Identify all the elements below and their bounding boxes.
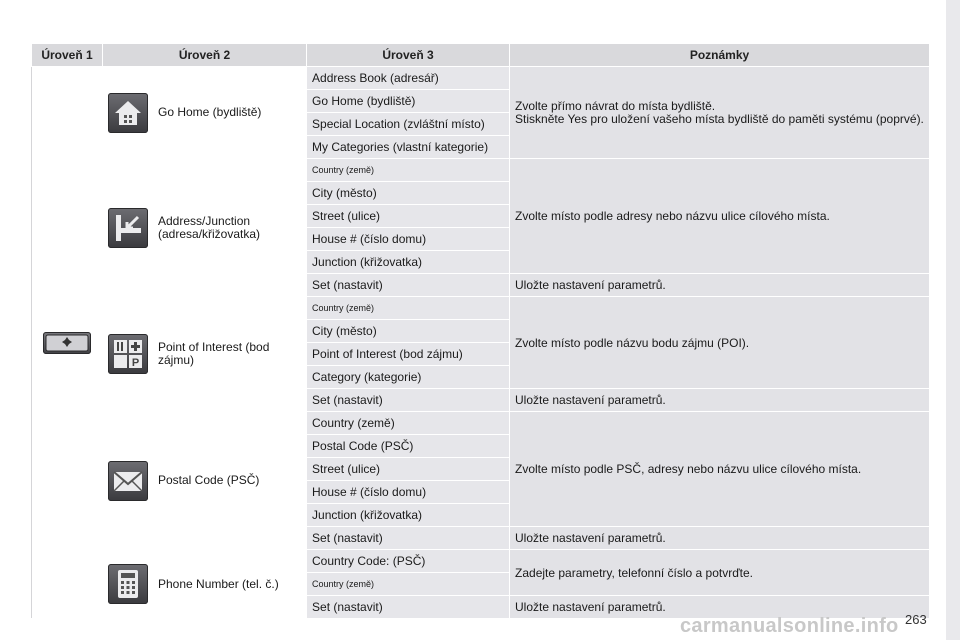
header-level-1: Úroveň 1: [32, 44, 103, 67]
note-cell: Zvolte místo podle PSČ, adresy nebo názvu ulice cílového místa.: [510, 412, 930, 527]
level-3-item: House # (číslo domu): [307, 481, 510, 504]
menu-structure-table: [31, 43, 930, 619]
level-3-item: Street (ulice): [307, 458, 510, 481]
level-3-set: Set (nastavit): [307, 527, 510, 550]
level-3-item: Category (kategorie): [307, 366, 510, 389]
table-row: [32, 550, 930, 573]
table-row: [32, 159, 930, 182]
home-icon: [108, 93, 148, 133]
svg-text:P: P: [131, 357, 139, 369]
junction-icon: [108, 208, 148, 248]
note-cell: Zadejte parametry, telefonní číslo a potvrďte.: [510, 550, 930, 596]
level-3-item: Address Book (adresář): [307, 67, 510, 90]
envelope-icon: [108, 461, 148, 501]
level-3-item: Go Home (bydliště): [307, 90, 510, 113]
note-cell: [510, 67, 930, 159]
level-3-item: City (město): [307, 182, 510, 205]
level-3-item: Country (země): [307, 573, 510, 596]
level-3-set: Set (nastavit): [307, 274, 510, 297]
level-3-item: Point of Interest (bod zájmu): [307, 343, 510, 366]
note-cell: Zvolte místo podle adresy nebo názvu ulice cílového místa.: [510, 159, 930, 274]
level-3-item: House # (číslo domu): [307, 228, 510, 251]
destination-icon: [43, 332, 91, 354]
table-row: [32, 297, 930, 320]
note-line: Stiskněte Yes pro uložení vašeho místa bydliště do paměti systému (poprvé).: [515, 111, 924, 126]
level-3-item: Country (země): [307, 412, 510, 435]
header-level-3: Úroveň 3: [307, 44, 510, 67]
phone-icon: [108, 564, 148, 604]
level-3-item: Street (ulice): [307, 205, 510, 228]
level-2-label: Point of Interest (bod zájmu): [153, 297, 307, 412]
note-cell: Uložte nastavení parametrů.: [510, 274, 930, 297]
phone-icon-cell: [103, 550, 153, 619]
note-cell: Uložte nastavení parametrů.: [510, 389, 930, 412]
note-cell: Uložte nastavení parametrů.: [510, 527, 930, 550]
note-line: Zvolte přímo návrat do místa bydliště.: [515, 98, 716, 113]
level-3-item: Postal Code (PSČ): [307, 435, 510, 458]
level-2-label: Go Home (bydliště): [153, 67, 307, 159]
level-3-item: Country Code: (PSČ): [307, 550, 510, 573]
level-1-cell: [32, 67, 103, 619]
level-3-item: Junction (křižovatka): [307, 251, 510, 274]
table-row: [32, 412, 930, 435]
header-level-2: Úroveň 2: [103, 44, 307, 67]
note-cell: Zvolte místo podle názvu bodu zájmu (POI).: [510, 297, 930, 389]
level-3-item: My Categories (vlastní kategorie): [307, 136, 510, 159]
table-row: [32, 67, 930, 90]
page-number: 263: [905, 612, 927, 627]
header-notes: Poznámky: [510, 44, 930, 67]
watermark: carmanualsonline.info: [680, 615, 899, 637]
level-3-item: Country (země): [307, 159, 510, 182]
right-edge-rail: [946, 0, 960, 640]
level-3-item: City (město): [307, 320, 510, 343]
level-2-label: Address/Junction (adresa/křižovatka): [153, 159, 307, 297]
poi-icon-cell: [103, 297, 153, 412]
address-icon-cell: [103, 159, 153, 297]
level-3-item: Country (země): [307, 297, 510, 320]
level-3-item: Special Location (zvláštní místo): [307, 113, 510, 136]
postal-icon-cell: [103, 412, 153, 550]
poi-icon: [108, 334, 148, 374]
table-header-row: [32, 44, 930, 67]
level-3-set: Set (nastavit): [307, 389, 510, 412]
level-3-item: Junction (křižovatka): [307, 504, 510, 527]
level-2-label: Postal Code (PSČ): [153, 412, 307, 550]
note-cell: Uložte nastavení parametrů.: [510, 596, 930, 619]
level-3-set: Set (nastavit): [307, 596, 510, 619]
go-home-icon-cell: [103, 67, 153, 159]
level-2-label: Phone Number (tel. č.): [153, 550, 307, 619]
